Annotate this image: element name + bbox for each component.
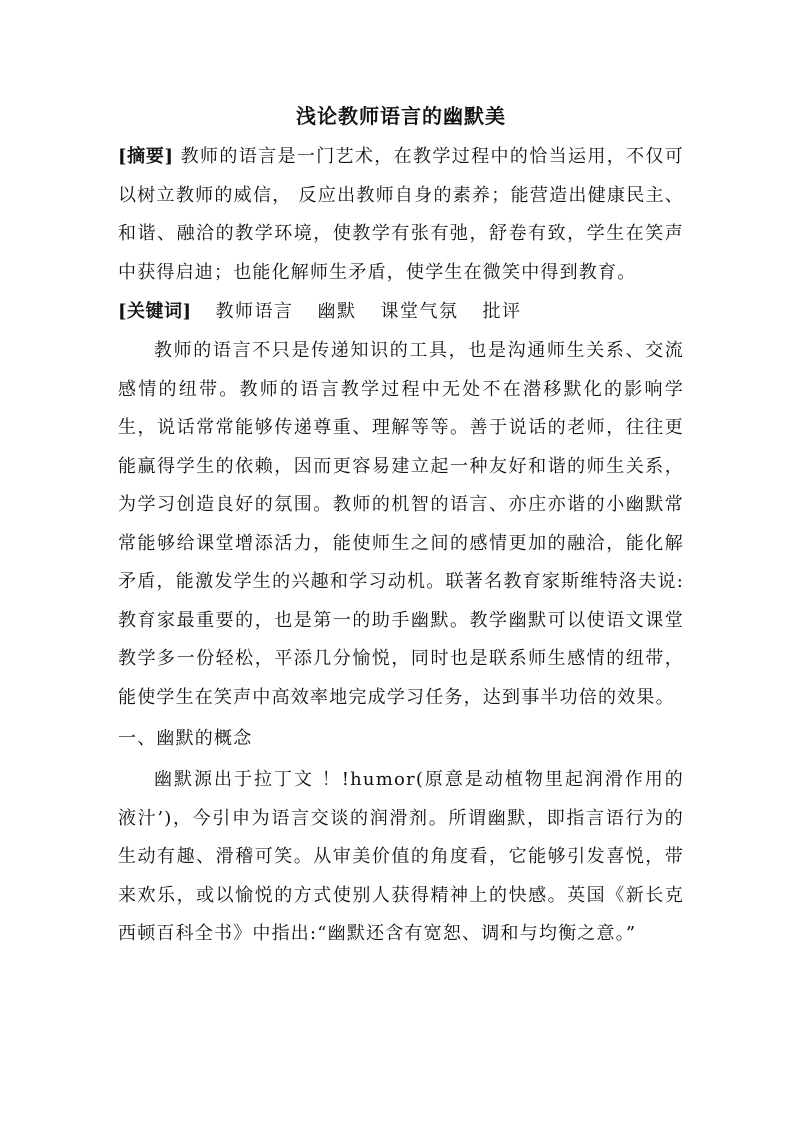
abstract-label: [摘要]	[118, 146, 174, 167]
body-paragraph: 幽默源出于拉丁文 ！!humor(原意是动植物里起润滑作用的液汁’)，今引申为语言交谈的润滑剂。所谓幽默，即指言语行为的生动有趣、滑稽可笑。从审美价值的角度看，它能够引发喜悦，带来欢乐，或以愉悦的方式使别人获得精神上的快感。英国《新长克西顿百科全书》中指出:“幽默还含有宽恕、调和与均衡之意。”	[118, 769, 684, 944]
body-paragraph: 教师的语言不只是传递知识的工具，也是沟通师生关系、交流感情的纽带。教师的语言教学过程中无处不在潜移默化的影响学生，说话常常能够传递尊重、理解等等。善于说话的老师，往往更能赢得学生的依赖，因而更容易建立起一种友好和谐的师生关系，为学习创造良好的氛围。教师的机智的语言、亦庄亦谐的小幽默常常能够给课堂增添活力，能使师生之间的感情更加的融洽，能化解矛盾，能激发学生的兴趣和学习动机。联著名教育家斯维特洛夫说:教育家最重要的，也是第一的助手幽默。教学幽默可以使语文课堂教学多一份轻松，平添几分愉悦，同时也是联系师生感情的纽带，能使学生在笑声中高效率地完成学习任务，达到事半功倍的效果。	[118, 340, 684, 708]
keyword-item: 教师语言	[215, 301, 294, 322]
document-body	[118, 96, 684, 954]
abstract-text: 教师的语言是一门艺术，在教学过程中的恰当运用，不仅可以树立教师的威信， 反应出教师自身的素养；能营造出健康民主、和谐、融洽的教学环境，使教学有张有弛，舒卷有致，学生在笑声中获得启迪；也能化解师生矛盾，使学生在微笑中得到教育。	[118, 146, 684, 283]
abstract-paragraph	[118, 138, 684, 292]
keywords-row	[118, 292, 684, 332]
section-heading: 一、幽默的概念	[118, 728, 253, 749]
keyword-item: 课堂气氛	[380, 301, 459, 322]
keyword-item: 幽默	[317, 301, 357, 322]
keyword-item: 批评	[482, 301, 522, 322]
keywords-label: [关键词]	[118, 301, 192, 322]
document-title: 浅论教师语言的幽默美	[296, 104, 506, 128]
